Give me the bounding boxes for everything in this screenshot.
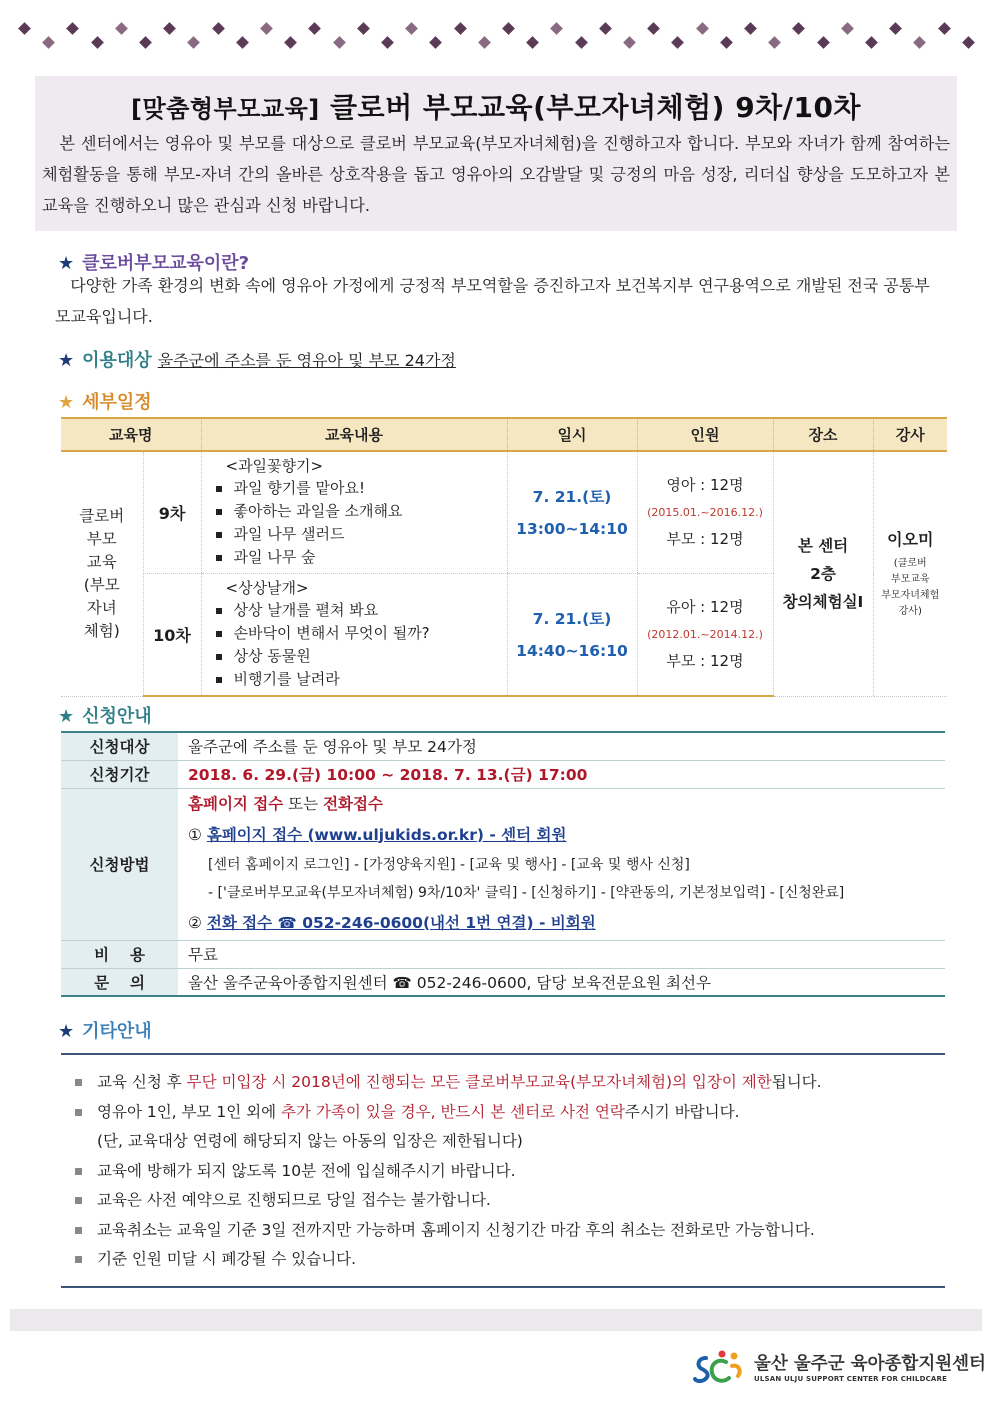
list-item: 교육취소는 교육일 기준 3일 전까지만 가능하며 홈페이지 신청기간 마감 후의 취소는 전화로만 가능합니다. — [75, 1216, 945, 1246]
schedule-heading-text: 세부일정 — [82, 392, 152, 413]
intro-paragraph — [42, 128, 950, 221]
decorative-diamond — [962, 36, 975, 49]
cost-value: 무료 — [178, 940, 945, 968]
program-cell — [201, 574, 507, 697]
page-title — [35, 76, 957, 126]
phone-icon: ☎ — [392, 973, 412, 992]
about-paragraph — [55, 270, 941, 332]
cost-label: 비 용 — [61, 940, 178, 968]
lecturer-desc: 강사) — [898, 606, 922, 618]
target-label: 이용대상 — [82, 350, 152, 371]
session-date: 7. 21.(토) — [532, 487, 612, 506]
list-item: 기준 인원 미달 시 폐강될 수 있습니다. — [75, 1245, 945, 1275]
kids-count: 영아 : 12명 — [666, 476, 744, 494]
list-item: 교육에 방해가 되지 않도록 10분 전에 입실해주시기 바랍니다. — [75, 1157, 945, 1187]
place-cell — [773, 451, 873, 696]
decorative-diamond — [357, 22, 370, 35]
header-box — [35, 76, 957, 231]
edu-name-line: 교육 — [86, 552, 117, 571]
phone-link-text: 전화 접수 — [206, 913, 278, 932]
lecturer-desc: 부모자녀체험 — [881, 590, 940, 602]
program-item: 상상 날개를 펼쳐 봐요 — [216, 599, 501, 622]
list-item — [75, 1068, 945, 1098]
decorative-diamond — [817, 36, 830, 49]
contact-detail: 052-246-0600, 담당 보육전문요원 최선우 — [411, 973, 711, 992]
target-line — [58, 346, 456, 372]
place-line: 창의체험실Ⅰ — [782, 592, 864, 611]
apply-target-value: 울주군에 주소를 둔 영유아 및 부모 24가정 — [178, 732, 945, 760]
lecturer-desc: (클로버 — [893, 558, 927, 570]
apply-heading — [58, 702, 152, 728]
program-item: 좋아하는 과일을 소개해요 — [216, 500, 501, 523]
parents-count: 부모 : 12명 — [666, 652, 744, 670]
program-cell — [201, 451, 507, 574]
option-online-step: - ['클로버부모교육(부모자녀체험) 9차/10차' 클릭] - [신청하기] - [약관동의, 기본정보입력] - [신청완료] — [208, 884, 845, 901]
parents-count: 부모 : 12명 — [666, 530, 744, 548]
target-value: 울주군에 주소를 둔 영유아 및 부모 24가정 — [157, 351, 456, 370]
option-phone — [188, 907, 945, 939]
place-line: 2층 — [810, 564, 836, 583]
option-number: ② — [188, 913, 202, 932]
method-online: 홈페이지 접수 — [188, 794, 284, 813]
session-date: 7. 21.(토) — [532, 609, 612, 628]
misc-heading — [58, 1017, 152, 1043]
center-logo — [692, 1346, 986, 1390]
place-line: 본 센터 — [797, 536, 849, 555]
note-text: 교육 신청 후 — [97, 1073, 187, 1091]
lecturer-cell — [873, 451, 947, 696]
phone-link-number: 052-246-0600(내선 1번 연결) - 비회원 — [296, 913, 596, 932]
divider — [61, 1286, 945, 1288]
decorative-diamond — [236, 36, 249, 49]
contact-org: 울산 울주군육아종합지원센터 — [188, 973, 393, 992]
decorative-diamond — [333, 36, 346, 49]
edu-name-line: 자녀 — [86, 598, 117, 617]
about-text: 다양한 가족 환경의 변화 속에 영유아 가정에게 긍정적 부모역할을 증진하고자 보건복지부 연구용역으로 개발된 전국 공통부모교육입니다. — [55, 276, 930, 326]
org-name: 울산 울주군 육아종합지원센터 — [754, 1354, 986, 1374]
method-phone: 전화접수 — [323, 794, 383, 813]
list-item: (단, 교육대상 연령에 해당되지 않는 아동의 입장은 제한됩니다) — [97, 1132, 523, 1150]
about-heading-text: 클로버부모교육이란? — [82, 253, 250, 274]
schedule-heading — [58, 388, 152, 414]
misc-heading-text: 기타안내 — [82, 1021, 152, 1042]
apply-method-label: 신청방법 — [61, 788, 178, 940]
program-item: 상상 동물원 — [216, 645, 501, 668]
program-item: 과일 향기를 맡아요! — [216, 477, 501, 500]
col-header: 교육명 — [61, 418, 201, 451]
edu-name-line: 부모 — [86, 529, 117, 548]
option-online-step: [센터 홈페이지 로그인] - [가정양육지원] - [교육 및 행사] - [교육 및 행사 신청] — [208, 856, 690, 873]
round-cell: 10차 — [143, 574, 201, 697]
note-emphasis: 무단 미입장 시 2018년에 진행되는 모든 클로버부모교육(부모자녀체험)의 입장이 제한 — [186, 1073, 772, 1091]
decorative-diamond-row — [0, 22, 992, 50]
decorative-diamond — [914, 36, 927, 49]
decorative-diamond — [67, 22, 80, 35]
decorative-diamond — [284, 36, 297, 49]
phone-link[interactable] — [207, 914, 596, 932]
apply-period-value: 2018. 6. 29.(금) 10:00 ~ 2018. 7. 13.(금) 17:00 — [178, 760, 945, 788]
center-logo-icon — [692, 1346, 748, 1390]
contact-label: 문 의 — [61, 968, 178, 996]
org-name-en: ULSAN ULJU SUPPORT CENTER FOR CHILDCARE — [754, 1375, 948, 1383]
method-or: 또는 — [283, 794, 324, 813]
option-online — [188, 819, 945, 851]
star-icon: ★ — [58, 392, 75, 413]
age-range: (2015.01.~2016.12.) — [647, 506, 763, 519]
decorative-diamond — [623, 36, 636, 49]
decorative-diamond — [430, 36, 443, 49]
decorative-diamond — [938, 22, 951, 35]
decorative-diamond — [381, 36, 394, 49]
list-item: 교육은 사전 예약으로 진행되므로 당일 접수는 불가합니다. — [75, 1186, 945, 1216]
title-main: 클로버 부모교육(부모자녀체험) 9차/10차 — [329, 91, 861, 124]
apply-method-value — [178, 788, 945, 940]
decorative-diamond — [405, 22, 418, 35]
people-cell — [637, 574, 773, 697]
table-row — [61, 940, 945, 968]
table-row — [61, 788, 945, 940]
list-item — [75, 1098, 945, 1128]
footer-band — [10, 1309, 982, 1331]
decorative-diamond — [889, 22, 902, 35]
decorative-diamond — [454, 22, 467, 35]
decorative-diamond — [139, 36, 152, 49]
decorative-diamond — [188, 36, 201, 49]
star-icon: ★ — [58, 350, 75, 371]
edu-name-line: 클로버 — [79, 506, 125, 525]
round-cell: 9차 — [143, 451, 201, 574]
edu-name-cell — [61, 451, 143, 696]
decorative-diamond — [841, 22, 854, 35]
title-prefix: [맞춤형부모교육] — [131, 95, 320, 123]
decorative-diamond — [309, 22, 322, 35]
schedule-header-row — [61, 418, 947, 451]
phone-icon: ☎ — [277, 913, 297, 932]
decorative-diamond — [672, 36, 685, 49]
age-range: (2012.01.~2014.12.) — [647, 628, 763, 641]
decorative-diamond — [575, 36, 588, 49]
note-emphasis: 추가 가족이 있을 경우, 반드시 본 센터로 사전 연락 — [281, 1102, 625, 1121]
decorative-diamond — [647, 22, 660, 35]
divider — [61, 1053, 945, 1055]
decorative-diamond — [599, 22, 612, 35]
decorative-diamond — [478, 36, 491, 49]
star-icon: ★ — [58, 706, 75, 727]
lecturer-desc: 부모교육 — [890, 574, 930, 586]
program-title: <과일꽃향기> — [225, 457, 324, 475]
table-row — [61, 968, 945, 996]
decorative-diamond — [696, 22, 709, 35]
apply-period-label: 신청기간 — [61, 760, 178, 788]
decorative-diamond — [551, 22, 564, 35]
people-cell — [637, 451, 773, 574]
decorative-diamond — [865, 36, 878, 49]
decorative-diamond — [18, 22, 31, 35]
note-text: 주시기 바랍니다. — [624, 1102, 740, 1121]
decorative-diamond — [744, 22, 757, 35]
kids-count: 유아 : 12명 — [666, 598, 744, 616]
decorative-diamond — [212, 22, 225, 35]
session-time: 14:40~16:10 — [516, 641, 628, 660]
decorative-diamond — [502, 22, 515, 35]
edu-name-line: 체험) — [83, 621, 120, 640]
decorative-diamond — [526, 36, 539, 49]
col-header: 강사 — [873, 418, 947, 451]
program-title: <상상날개> — [225, 579, 309, 597]
decorative-diamond — [42, 36, 55, 49]
program-item: 비행기를 날려라 — [216, 668, 501, 691]
decorative-diamond — [260, 22, 273, 35]
contact-value — [178, 968, 945, 996]
session-time: 13:00~14:10 — [516, 519, 628, 538]
apply-table — [61, 731, 945, 997]
col-header: 장소 — [773, 418, 873, 451]
schedule-table — [61, 417, 947, 697]
program-item: 손바닥이 변해서 무엇이 될까? — [216, 622, 501, 645]
decorative-diamond — [91, 36, 104, 49]
option-number: ① — [188, 825, 202, 844]
homepage-link[interactable]: 홈페이지 접수 (www.uljukids.or.kr) - 센터 회원 — [206, 825, 567, 844]
table-row — [61, 732, 945, 760]
decorative-diamond — [768, 36, 781, 49]
note-text: 됩니다. — [771, 1073, 822, 1091]
method-headline — [188, 790, 945, 819]
table-row — [61, 451, 947, 574]
star-icon: ★ — [58, 1021, 75, 1042]
datetime-cell — [507, 574, 637, 697]
col-header: 교육내용 — [201, 418, 507, 451]
col-header: 일시 — [507, 418, 637, 451]
datetime-cell — [507, 451, 637, 574]
program-item: 과일 나무 숲 — [216, 546, 501, 569]
edu-name-line: (부모 — [83, 575, 120, 594]
table-row — [61, 760, 945, 788]
star-icon: ★ — [58, 253, 75, 274]
apply-target-label: 신청대상 — [61, 732, 178, 760]
decorative-diamond — [793, 22, 806, 35]
col-header: 인원 — [637, 418, 773, 451]
note-text: 영유아 1인, 부모 1인 외에 — [97, 1102, 282, 1121]
notes-list — [75, 1068, 945, 1275]
program-item: 과일 나무 샐러드 — [216, 523, 501, 546]
lecturer-name: 이오미 — [887, 530, 934, 550]
apply-heading-text: 신청안내 — [82, 706, 152, 727]
intro-text: 본 센터에서는 영유아 및 부모를 대상으로 클로버 부모교육(부모자녀체험)을 진행하고자 합니다. 부모와 자녀가 함께 참여하는 체험활동을 통해 부모-자녀 간의 올바른 상호작용을 돕고 영유아의 오감발달 및 긍정의 마음 성장, 리더십 향상을 도모하고자 본 교육을 진행하오니 많은 관심과 신청 바랍니다. — [42, 134, 950, 215]
decorative-diamond — [720, 36, 733, 49]
decorative-diamond — [163, 22, 176, 35]
decorative-diamond — [115, 22, 128, 35]
